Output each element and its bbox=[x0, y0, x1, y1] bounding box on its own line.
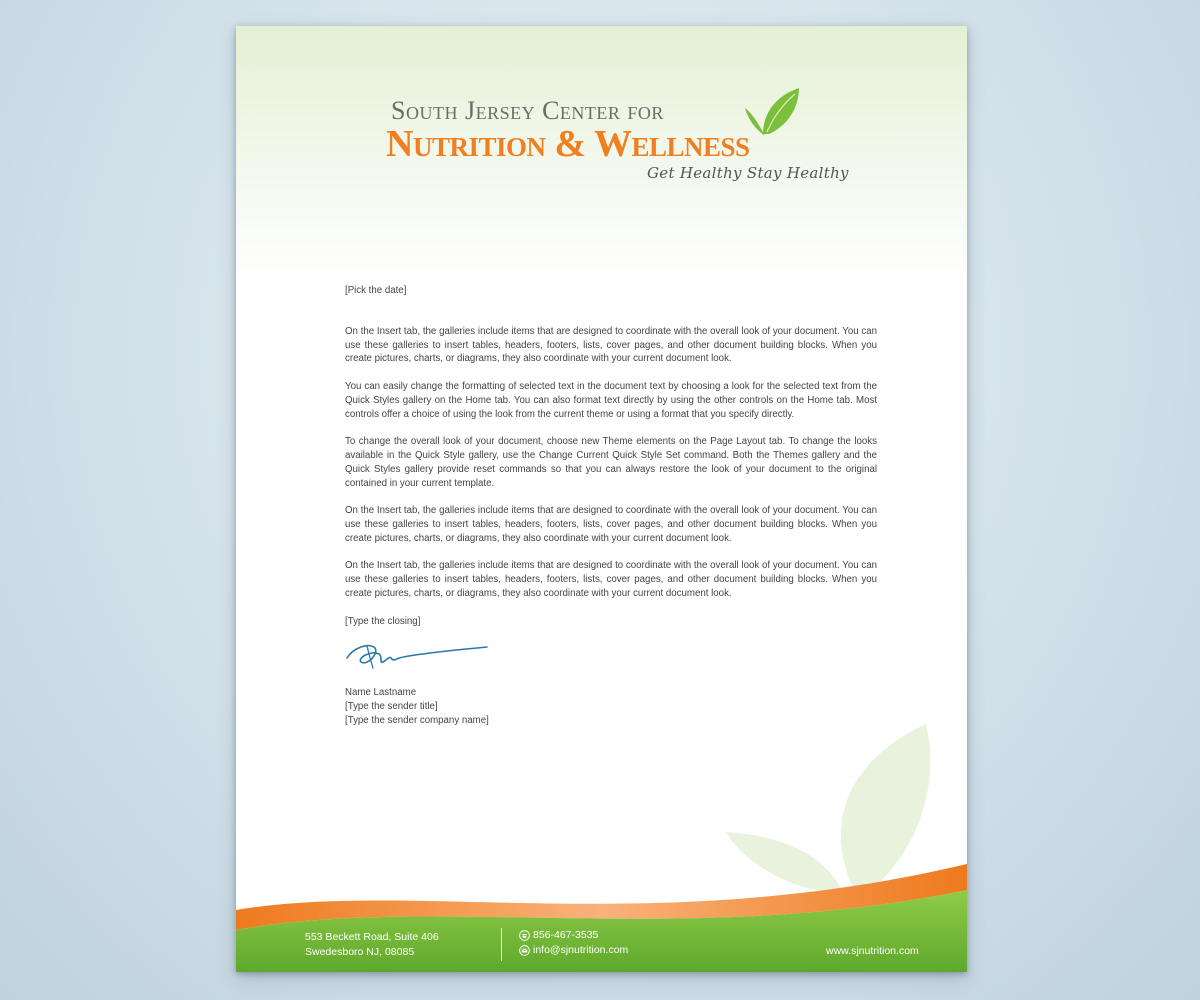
logo-line-1: South Jersey Center for bbox=[391, 96, 664, 125]
body-paragraph-2: You can easily change the formatting of selected text in the document text by choosing a look for the selected text from the Quick Styles gallery on the Home tab. You can also format text directly by using the other controls on the Home tab. Most controls offer a choice of using the look from the current theme or using a format that you specify directly. bbox=[345, 380, 877, 420]
sender-company: [Type the sender company name] bbox=[345, 714, 489, 726]
body-paragraph-1: On the Insert tab, the galleries include items that are designed to coordinate with the overall look of your document. You can use these galleries to insert tables, headers, footers, lists, cover pages, and other document building blocks. When you create pictures, charts, or diagrams, they also coordinate with your current document look. bbox=[345, 325, 877, 365]
body-paragraph-4: On the Insert tab, the galleries include items that are designed to coordinate with the overall look of your document. You can use these galleries to insert tables, headers, footers, lists, cover pages, and other document building blocks. When you create pictures, charts, or diagrams, they also coordinate with your current document look. bbox=[345, 505, 877, 544]
date-placeholder: [Pick the date] bbox=[345, 285, 407, 296]
phone-icon bbox=[519, 930, 530, 941]
letter-body bbox=[345, 284, 877, 728]
address-line-1: 553 Beckett Road, Suite 406 bbox=[305, 931, 439, 943]
footer-website: www.sjnutrition.com bbox=[826, 945, 919, 957]
letterhead-page bbox=[236, 26, 967, 972]
signature-image bbox=[345, 634, 490, 672]
body-paragraph-5: On the Insert tab, the galleries include items that are designed to coordinate with the overall look of your document. You can use these galleries to insert tables, headers, footers, lists, cover pages, and other document building blocks. When you create pictures, charts, or diagrams, they also coordinate with your current document look. bbox=[345, 560, 877, 599]
closing-placeholder: [Type the closing] bbox=[345, 615, 421, 627]
footer-address bbox=[305, 930, 439, 960]
email-address: info@sjnutrition.com bbox=[533, 944, 629, 956]
phone-number: 856-467-3535 bbox=[533, 929, 599, 941]
envelope-icon bbox=[519, 945, 530, 956]
logo-line-2: Nutrition & Wellness bbox=[386, 123, 750, 165]
logo-tagline: Get Healthy Stay Healthy bbox=[647, 164, 849, 182]
footer-divider bbox=[501, 928, 502, 961]
company-logo bbox=[386, 84, 849, 204]
sender-name: Name Lastname bbox=[345, 687, 417, 699]
body-paragraph-3: To change the overall look of your document, choose new Theme elements on the Page Layout tab. To change the looks available in the Quick Style gallery, use the Change Current Quick Style Set command. Both the Themes gallery and the Quick Styles gallery provide reset commands so that you can always restore the look of your document to the original contained in your current template. bbox=[345, 436, 877, 489]
sender-title: [Type the sender title] bbox=[345, 701, 438, 713]
phone-row bbox=[519, 928, 628, 943]
email-row bbox=[519, 943, 628, 958]
leaf-sprout-icon bbox=[741, 84, 811, 140]
footer-contact bbox=[519, 928, 628, 958]
address-line-2: Swedesboro NJ, 08085 bbox=[305, 946, 415, 958]
